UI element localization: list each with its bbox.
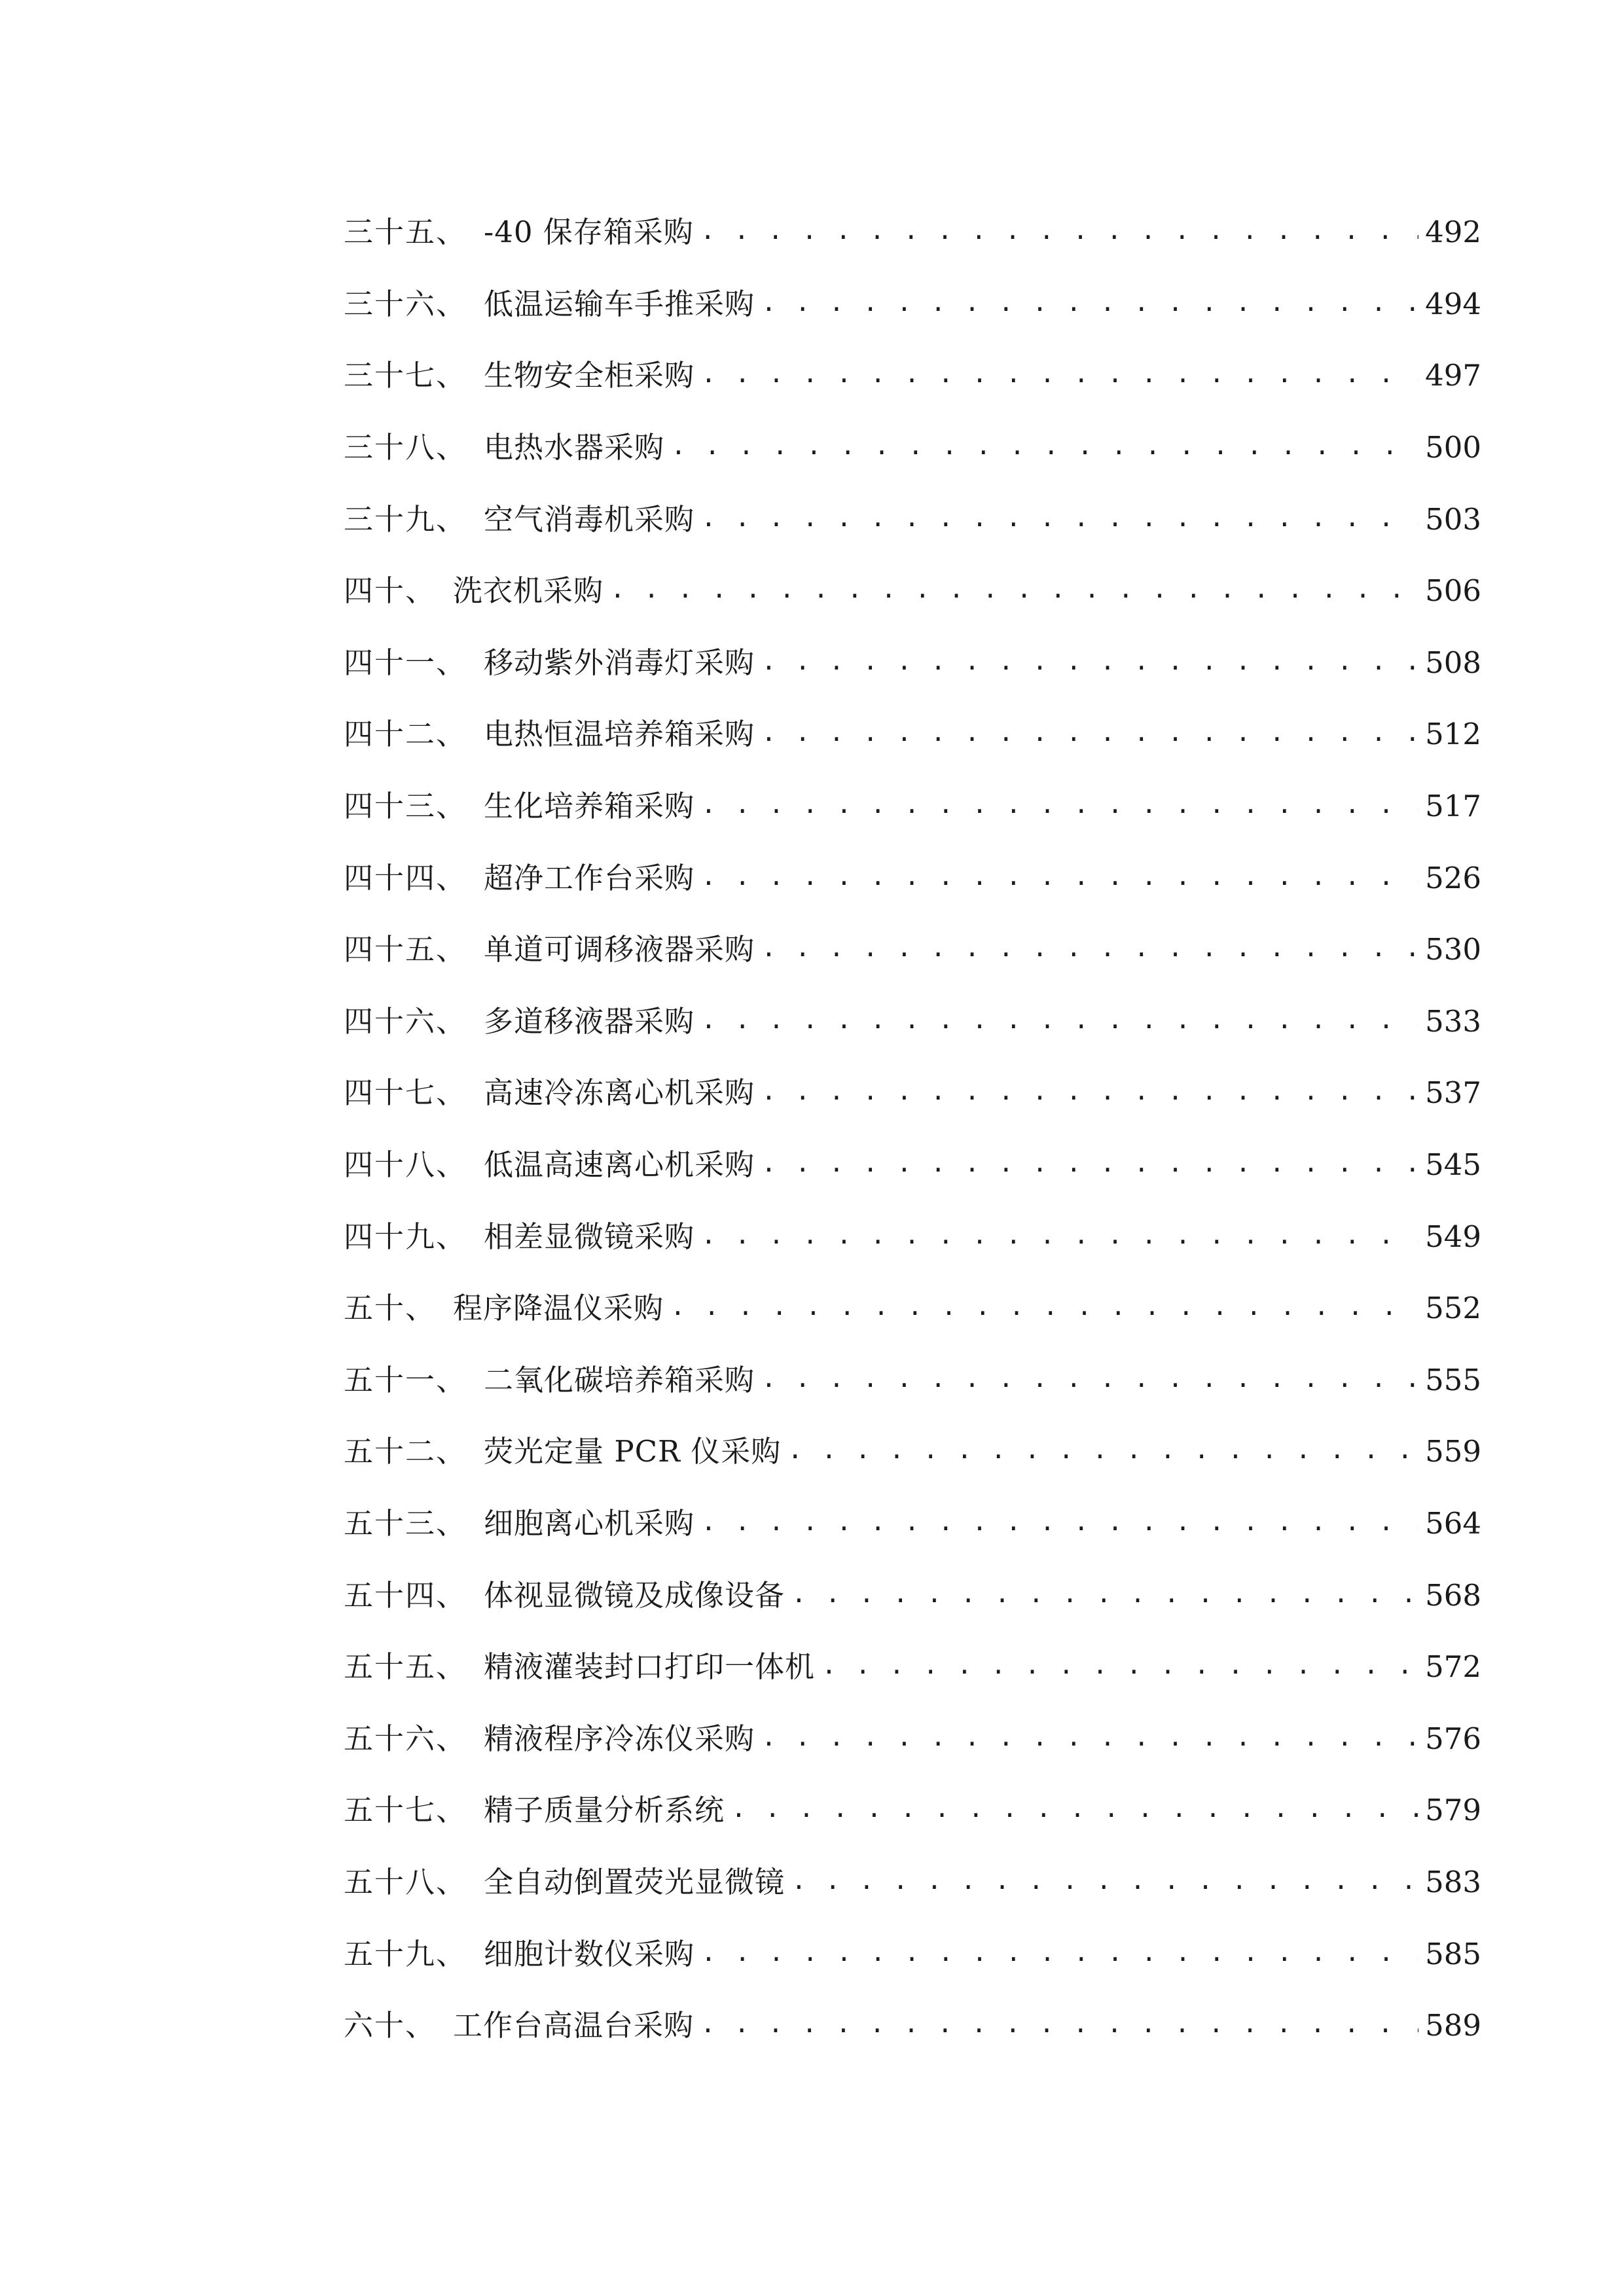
- toc-entry-title: 低温运输车手推采购: [484, 286, 755, 321]
- toc-dot-leader: [761, 719, 1418, 749]
- toc-entry-number: 六十、: [344, 2008, 437, 2043]
- toc-entry-number: 三十九、: [344, 501, 467, 537]
- toc-entry-title: 生化培养箱采购: [484, 789, 695, 824]
- toc-dot-leader: [761, 648, 1418, 677]
- toc-entry[interactable]: [344, 196, 1481, 268]
- toc-entry[interactable]: [344, 1918, 1481, 1990]
- toc-entry[interactable]: [344, 340, 1481, 412]
- toc-dot-leader: [761, 1150, 1418, 1179]
- toc-dot-leader: [761, 1078, 1418, 1107]
- toc-entry-page-number: 533: [1425, 1003, 1481, 1039]
- toc-entry-number: 四十七、: [344, 1075, 467, 1111]
- toc-entry-title: 细胞离心机采购: [484, 1505, 695, 1541]
- toc-entry-title: 精子质量分析系统: [484, 1793, 725, 1828]
- toc-entry[interactable]: [344, 1272, 1481, 1344]
- toc-entry[interactable]: [344, 1057, 1481, 1129]
- toc-entry[interactable]: [344, 1129, 1481, 1201]
- toc-entry[interactable]: [344, 914, 1481, 986]
- toc-dot-leader: [761, 1365, 1418, 1395]
- toc-entry-page-number: 549: [1425, 1219, 1481, 1254]
- toc-entry-title: 电热水器采购: [484, 430, 665, 465]
- toc-entry-page-number: 589: [1425, 2008, 1481, 2043]
- toc-entry-page-number: 585: [1425, 1936, 1481, 1971]
- toc-entry-title: 细胞计数仪采购: [484, 1936, 695, 1971]
- toc-entry-page-number: 555: [1425, 1362, 1481, 1397]
- toc-entry-page-number: 537: [1425, 1075, 1481, 1111]
- toc-dot-leader: [701, 1222, 1418, 1251]
- toc-dot-leader: [701, 505, 1418, 534]
- toc-entry-page-number: 506: [1425, 573, 1481, 609]
- toc-entry-number: 三十五、: [344, 215, 467, 250]
- toc-entry[interactable]: [344, 1631, 1481, 1703]
- toc-dot-leader: [761, 1724, 1418, 1753]
- toc-dot-leader: [731, 1795, 1418, 1825]
- toc-entry-title: 洗衣机采购: [453, 573, 604, 609]
- toc-entry-number: 三十六、: [344, 286, 467, 321]
- toc-entry-page-number: 503: [1425, 501, 1481, 537]
- toc-dot-leader: [701, 361, 1418, 390]
- toc-entry[interactable]: [344, 1990, 1481, 2062]
- toc-entry-number: 五十六、: [344, 1721, 467, 1756]
- toc-entry-title: 相差显微镜采购: [484, 1219, 695, 1254]
- toc-entry-number: 五十、: [344, 1291, 437, 1326]
- toc-entry[interactable]: [344, 1846, 1481, 1918]
- toc-entry-title: 移动紫外消毒灯采购: [484, 645, 755, 680]
- toc-entry-number: 四十四、: [344, 860, 467, 895]
- toc-entry[interactable]: [344, 627, 1481, 699]
- toc-entry-page-number: 572: [1425, 1649, 1481, 1685]
- toc-dot-leader: [610, 576, 1418, 605]
- toc-entry-number: 五十二、: [344, 1434, 467, 1469]
- toc-entry-title: 程序降温仪采购: [453, 1291, 664, 1326]
- toc-entry-title: 工作台高温台采购: [453, 2008, 695, 2043]
- toc-entry-number: 四十五、: [344, 932, 467, 967]
- toc-entry-number: 三十八、: [344, 430, 467, 465]
- toc-entry-number: 四十九、: [344, 1219, 467, 1254]
- toc-entry-number: 四十三、: [344, 789, 467, 824]
- toc-entry-number: 五十九、: [344, 1936, 467, 1971]
- toc-entry-number: 四十一、: [344, 645, 467, 680]
- toc-entry-number: 五十四、: [344, 1577, 467, 1613]
- table-of-contents: [344, 196, 1481, 2061]
- toc-dot-leader: [791, 1581, 1418, 1610]
- toc-entry-page-number: 545: [1425, 1147, 1481, 1183]
- toc-entry-number: 四十二、: [344, 717, 467, 752]
- toc-entry-page-number: 583: [1425, 1864, 1481, 1899]
- toc-entry-title: 精液程序冷冻仪采购: [484, 1721, 755, 1756]
- toc-entry-title: 荧光定量 PCR 仪采购: [484, 1434, 782, 1469]
- toc-entry[interactable]: [344, 1488, 1481, 1560]
- toc-entry-page-number: 552: [1425, 1291, 1481, 1326]
- toc-dot-leader: [701, 791, 1418, 821]
- toc-entry[interactable]: [344, 555, 1481, 627]
- toc-dot-leader: [670, 1293, 1418, 1323]
- toc-entry-number: 三十七、: [344, 358, 467, 393]
- toc-dot-leader: [787, 1437, 1418, 1466]
- toc-entry-title: 生物安全柜采购: [484, 358, 695, 393]
- toc-entry[interactable]: [344, 842, 1481, 914]
- toc-dot-leader: [700, 2011, 1418, 2040]
- toc-entry-number: 五十八、: [344, 1864, 467, 1899]
- toc-entry-page-number: 564: [1425, 1505, 1481, 1541]
- toc-entry-title: 单道可调移液器采购: [484, 932, 755, 967]
- toc-entry-page-number: 494: [1425, 286, 1481, 321]
- toc-dot-leader: [761, 935, 1418, 964]
- toc-entry-title: 精液灌装封口打印一体机: [484, 1649, 816, 1685]
- toc-entry[interactable]: [344, 986, 1481, 1058]
- toc-dot-leader: [671, 433, 1418, 462]
- toc-entry-page-number: 508: [1425, 645, 1481, 680]
- toc-dot-leader: [761, 289, 1418, 319]
- toc-entry-number: 五十五、: [344, 1649, 467, 1685]
- toc-entry-title: 空气消毒机采购: [484, 501, 695, 537]
- toc-entry-title: 高速冷冻离心机采购: [484, 1075, 755, 1111]
- toc-entry-page-number: 559: [1425, 1434, 1481, 1469]
- toc-entry[interactable]: [344, 770, 1481, 842]
- toc-entry-number: 四十八、: [344, 1147, 467, 1183]
- toc-entry-page-number: 576: [1425, 1721, 1481, 1756]
- toc-entry[interactable]: [344, 1702, 1481, 1774]
- toc-entry[interactable]: [344, 698, 1481, 770]
- toc-dot-leader: [700, 217, 1418, 247]
- toc-entry[interactable]: [344, 1559, 1481, 1631]
- toc-entry-page-number: 526: [1425, 860, 1481, 895]
- toc-entry-page-number: 512: [1425, 717, 1481, 752]
- toc-entry-title: -40 保存箱采购: [484, 215, 694, 250]
- toc-entry[interactable]: [344, 1200, 1481, 1272]
- toc-entry-number: 四十、: [344, 573, 437, 609]
- toc-entry-title: 体视显微镜及成像设备: [484, 1577, 785, 1613]
- toc-dot-leader: [701, 863, 1418, 893]
- toc-entry-title: 二氧化碳培养箱采购: [484, 1362, 755, 1397]
- toc-entry-page-number: 500: [1425, 430, 1481, 465]
- toc-dot-leader: [791, 1867, 1418, 1897]
- toc-entry-title: 电热恒温培养箱采购: [484, 717, 755, 752]
- toc-entry[interactable]: [344, 268, 1481, 340]
- toc-entry-page-number: 517: [1425, 789, 1481, 824]
- toc-entry-title: 全自动倒置荧光显微镜: [484, 1864, 785, 1899]
- toc-entry-title: 超净工作台采购: [484, 860, 695, 895]
- toc-entry-page-number: 579: [1425, 1793, 1481, 1828]
- toc-entry-page-number: 530: [1425, 932, 1481, 967]
- toc-entry-number: 五十一、: [344, 1362, 467, 1397]
- toc-entry-title: 低温高速离心机采购: [484, 1147, 755, 1183]
- toc-entry-page-number: 492: [1425, 215, 1481, 250]
- toc-entry-title: 多道移液器采购: [484, 1003, 695, 1039]
- toc-entry-page-number: 497: [1425, 358, 1481, 393]
- toc-entry[interactable]: [344, 412, 1481, 484]
- toc-entry-page-number: 568: [1425, 1577, 1481, 1613]
- toc-dot-leader: [701, 1007, 1418, 1036]
- toc-entry[interactable]: [344, 1344, 1481, 1416]
- toc-dot-leader: [701, 1939, 1418, 1969]
- toc-entry[interactable]: [344, 483, 1481, 555]
- toc-entry-number: 四十六、: [344, 1003, 467, 1039]
- toc-entry-number: 五十三、: [344, 1505, 467, 1541]
- toc-entry-number: 五十七、: [344, 1793, 467, 1828]
- toc-dot-leader: [821, 1652, 1418, 1681]
- toc-dot-leader: [701, 1509, 1418, 1538]
- toc-entry[interactable]: [344, 1774, 1481, 1846]
- toc-entry[interactable]: [344, 1416, 1481, 1488]
